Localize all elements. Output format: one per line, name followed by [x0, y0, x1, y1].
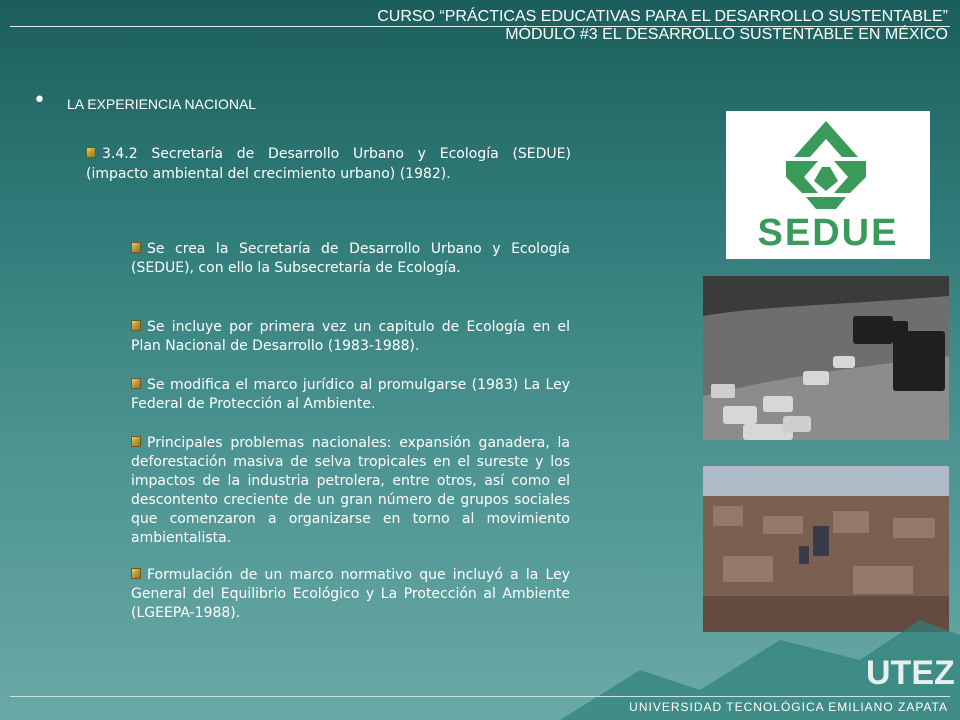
svg-text:SEDUE: SEDUE [757, 212, 899, 254]
footer-divider [10, 696, 950, 697]
bullet-image-icon [86, 147, 96, 158]
bullet-image-icon [131, 436, 141, 447]
subsection-item [86, 144, 571, 184]
bullet-image-icon [131, 568, 141, 579]
bullet-image-icon [131, 242, 141, 253]
bullet-image-icon [131, 378, 141, 389]
list-item-text: Se crea la Secretaría de Desarrollo Urbano y Ecología (SEDUE), con ello la Subsecretaría de Ecología. [131, 241, 570, 276]
svg-text:UTEZ: UTEZ [866, 654, 955, 692]
list-item-text: Formulación de un marco normativo que incluyó a la Ley General del Equilibrio Ecológico y La Protección al Ambiente (LGEEPA-1988). [131, 567, 570, 621]
footer-university: UNIVERSIDAD TECNOLÓGICA EMILIANO ZAPATA [629, 700, 948, 714]
list-item-text: Se incluye por primera vez un capitulo de Ecología en el Plan Nacional de Desarrollo (1983-1988). [131, 319, 570, 354]
subsection-text: 3.4.2 Secretaría de Desarrollo Urbano y Ecología (SEDUE) (impacto ambiental del crecimiento urbano) (1982). [86, 146, 571, 182]
bullet-image-icon [131, 320, 141, 331]
section-bullet: • [33, 88, 46, 113]
list-item-text: Se modifica el marco jurídico al promulgarse (1983) La Ley Federal de Protección al Ambiente. [131, 377, 570, 412]
list-item-text: Principales problemas nacionales: expansión ganadera, la deforestación masiva de selva tropicales en el sureste y los impactos de la industria petrolera, entre otros, así como el descontento creciente de un gran número de grupos sociales que comenzaron a organizarse en torno al movimiento ambientalista. [131, 435, 570, 546]
traffic-photo [703, 276, 949, 440]
sedue-emblem-icon [726, 111, 930, 259]
list-item [131, 376, 570, 414]
list-item [131, 566, 570, 623]
module-title: MÓDULO #3 EL DESARROLLO SUSTENTABLE EN MÉXICO [505, 26, 948, 43]
course-title: CURSO “PRÁCTICAS EDUCATIVAS PARA EL DESARROLLO SUSTENTABLE” [377, 8, 948, 25]
list-item [131, 318, 570, 356]
sedue-logo [726, 111, 930, 259]
list-item [131, 434, 570, 548]
utez-logo [866, 646, 955, 694]
section-title: LA EXPERIENCIA NACIONAL [67, 96, 257, 112]
list-item [131, 240, 570, 278]
